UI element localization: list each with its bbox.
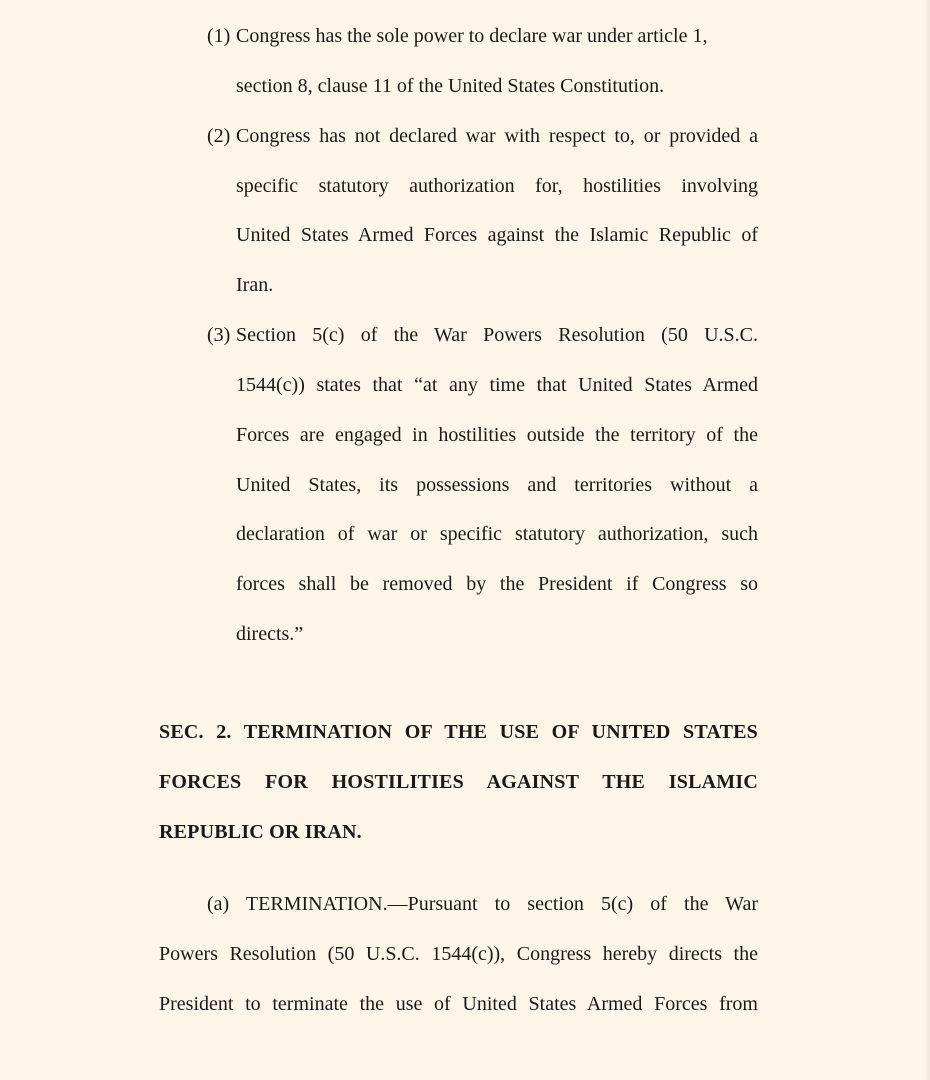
item-3-line-4: United States, its possessions and territories without a: [236, 474, 758, 496]
item-1-line-2: section 8, clause 11 of the United States Constitution.: [236, 75, 665, 97]
item-3-line-5: declaration of war or specific statutory authorization, such: [236, 523, 758, 545]
item-3-line-6: forces shall be removed by the President if Congress so: [236, 573, 758, 595]
item-1-line-1: Congress has the sole power to declare war under article 1,: [236, 25, 708, 47]
paragraph-a-line-3: President to terminate the use of United States Armed Forces from: [159, 993, 758, 1015]
item-3-line-3: Forces are engaged in hostilities outside the territory of the: [236, 424, 758, 446]
item-3-number: (3): [207, 324, 231, 346]
section-heading-line-1: SEC. 2. TERMINATION OF THE USE OF UNITED STATES: [159, 721, 758, 743]
item-1-number: (1): [207, 25, 231, 47]
item-2-line-2: specific statutory authorization for, hostilities involving: [236, 175, 758, 197]
page-edge-shadow: [924, 0, 930, 1080]
item-3-line-1: Section 5(c) of the War Powers Resolution (50 U.S.C.: [236, 324, 758, 346]
item-2-line-4: Iran.: [236, 274, 274, 296]
paragraph-a-line-1: (a) TERMINATION.—Pursuant to section 5(c) of the War: [207, 893, 758, 915]
section-heading-line-3: REPUBLIC OR IRAN.: [159, 821, 362, 843]
item-3-line-2: 1544(c)) states that “at any time that United States Armed: [236, 374, 758, 396]
paragraph-a-line-2: Powers Resolution (50 U.S.C. 1544(c)), Congress hereby directs the: [159, 943, 758, 965]
item-3-line-7: directs.”: [236, 623, 304, 645]
item-2-line-1: Congress has not declared war with respect to, or provided a: [236, 125, 758, 147]
item-2-line-3: United States Armed Forces against the Islamic Republic of: [236, 224, 758, 246]
item-2-number: (2): [207, 125, 231, 147]
section-heading-line-2: FORCES FOR HOSTILITIES AGAINST THE ISLAMIC: [159, 771, 758, 793]
